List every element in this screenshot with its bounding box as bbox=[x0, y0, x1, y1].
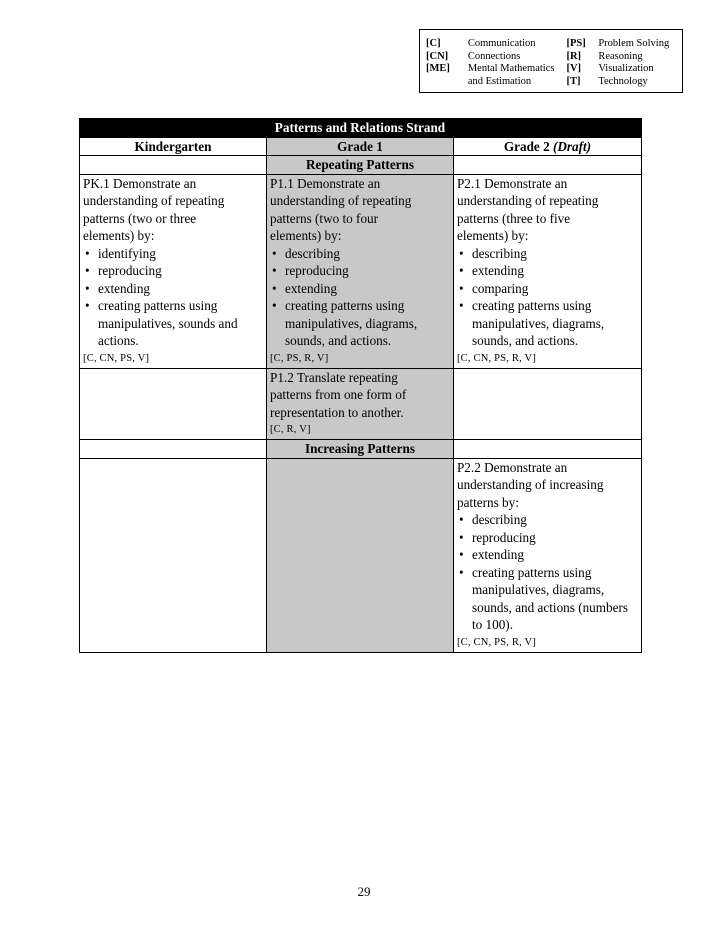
outcome-line: understanding of repeating bbox=[269, 193, 412, 208]
bullet-list bbox=[457, 511, 641, 634]
bullet-item: • creating patterns using manipulatives, diagrams, sounds, and actions (numbers to 100). bbox=[457, 564, 641, 634]
legend-desc: Technology bbox=[598, 75, 648, 87]
bullet-item: • extending bbox=[457, 546, 641, 564]
curriculum-table bbox=[79, 118, 642, 653]
header-grade2 bbox=[453, 137, 641, 156]
bullet-list bbox=[457, 245, 641, 350]
outcome-row-3 bbox=[80, 458, 642, 652]
strand-blank-cell bbox=[453, 119, 641, 138]
legend-row bbox=[426, 63, 682, 76]
bullet-item: • describing bbox=[457, 511, 641, 529]
bullet-item: • describing bbox=[270, 245, 453, 263]
legend-desc: Communication bbox=[467, 38, 536, 49]
empty-cell bbox=[80, 368, 267, 440]
page-number: 29 bbox=[357, 884, 371, 899]
empty-cell bbox=[453, 368, 641, 440]
outcome-line: P1.2 Translate repeating bbox=[269, 369, 398, 385]
header-grade1: Grade 1 bbox=[266, 137, 453, 156]
legend-row bbox=[426, 76, 682, 89]
outcome-line: representation to another. bbox=[269, 404, 404, 420]
outcome-p21 bbox=[453, 174, 641, 368]
outcome-line: P1.1 Demonstrate an bbox=[269, 175, 381, 191]
outcome-line: patterns by: bbox=[456, 494, 519, 510]
legend-code: [T] bbox=[566, 75, 581, 87]
bullet-list bbox=[270, 245, 453, 350]
outcome-text bbox=[270, 175, 453, 245]
bullet-item: • identifying bbox=[83, 245, 266, 263]
outcome-line: understanding of increasing bbox=[456, 477, 604, 492]
strand-blank-cell bbox=[80, 119, 267, 138]
outcome-text bbox=[457, 459, 641, 512]
legend-code: [R] bbox=[566, 50, 582, 62]
outcome-line: elements) by: bbox=[269, 228, 342, 243]
bullet-item: • creating patterns using manipulatives, diagrams, sounds, and actions. bbox=[270, 297, 453, 350]
legend-desc: and Estimation bbox=[467, 75, 532, 87]
empty-cell bbox=[80, 458, 267, 652]
outcome-line: elements) by: bbox=[83, 228, 155, 243]
process-codes: [C, CN, PS, R, V] bbox=[456, 352, 537, 364]
strand-title: Patterns and Relations Strand bbox=[266, 119, 453, 138]
legend-desc: Connections bbox=[467, 50, 521, 62]
section-blank-cell bbox=[80, 440, 267, 459]
process-codes: [C, CN, PS, R, V] bbox=[456, 636, 537, 648]
empty-grey-cell bbox=[266, 458, 453, 652]
outcome-line: patterns (three to five bbox=[456, 210, 571, 226]
section-blank-cell bbox=[80, 156, 267, 175]
bullet-item: • reproducing bbox=[270, 262, 453, 280]
outcome-line: understanding of repeating bbox=[83, 193, 225, 208]
section-row-repeating bbox=[80, 156, 642, 175]
legend-box bbox=[419, 29, 683, 93]
bullet-item: • extending bbox=[457, 262, 641, 280]
legend-code bbox=[426, 76, 468, 89]
section-title-increasing: Increasing Patterns bbox=[266, 440, 453, 459]
section-title-repeating: Repeating Patterns bbox=[266, 156, 453, 175]
process-codes: [C, CN, PS, V] bbox=[83, 352, 150, 364]
outcome-line: patterns (two to four bbox=[269, 210, 379, 226]
outcome-line: patterns (two or three bbox=[83, 210, 197, 226]
outcome-pk1 bbox=[80, 174, 267, 368]
legend-code: [V] bbox=[566, 63, 582, 74]
process-codes: [C, PS, R, V] bbox=[269, 352, 329, 364]
legend-code: [PS] bbox=[566, 38, 586, 49]
outcome-text bbox=[457, 175, 641, 245]
legend-desc: Mental Mathematics bbox=[467, 63, 555, 74]
header-grade2-label: Grade 2 bbox=[503, 138, 550, 154]
legend-code: [ME] bbox=[426, 63, 450, 74]
legend-desc: Problem Solving bbox=[598, 38, 670, 49]
strand-row bbox=[80, 119, 642, 138]
outcome-line: understanding of repeating bbox=[456, 193, 599, 208]
outcome-line: P2.1 Demonstrate an bbox=[456, 175, 568, 191]
outcome-text bbox=[83, 175, 266, 245]
process-codes: [C, R, V] bbox=[269, 424, 311, 435]
outcome-row-2 bbox=[80, 368, 642, 440]
legend-row bbox=[426, 51, 682, 64]
outcome-p11 bbox=[266, 174, 453, 368]
legend-row bbox=[426, 38, 682, 51]
outcome-p12 bbox=[266, 368, 453, 440]
header-kindergarten: Kindergarten bbox=[80, 137, 267, 156]
bullet-item: • describing bbox=[457, 245, 641, 263]
bullet-item: • extending bbox=[270, 280, 453, 298]
bullet-item: • extending bbox=[83, 280, 266, 298]
outcome-row-1 bbox=[80, 174, 642, 368]
outcome-line: elements) by: bbox=[456, 228, 529, 243]
outcome-line: patterns from one form of bbox=[269, 387, 407, 402]
legend-code: [CN] bbox=[426, 50, 449, 62]
legend-desc: Visualization bbox=[598, 63, 654, 74]
legend-code: [C] bbox=[426, 38, 441, 49]
header-grade2-note: (Draft) bbox=[552, 138, 592, 154]
section-row-increasing bbox=[80, 440, 642, 459]
bullet-item: • reproducing bbox=[457, 529, 641, 547]
bullet-item: • creating patterns using manipulatives, sounds and actions. bbox=[83, 297, 266, 350]
bullet-list bbox=[83, 245, 266, 350]
bullet-item: • reproducing bbox=[83, 262, 266, 280]
section-blank-cell bbox=[453, 156, 641, 175]
bullet-item: • creating patterns using manipulatives, diagrams, sounds, and actions. bbox=[457, 297, 641, 350]
outcome-line: PK.1 Demonstrate an bbox=[83, 175, 197, 191]
grade-header-row bbox=[80, 137, 642, 156]
section-blank-cell bbox=[453, 440, 641, 459]
bullet-item: • comparing bbox=[457, 280, 641, 298]
outcome-p22 bbox=[453, 458, 641, 652]
legend-desc: Reasoning bbox=[598, 50, 643, 62]
outcome-line: P2.2 Demonstrate an bbox=[456, 459, 568, 475]
outcome-text bbox=[270, 369, 453, 422]
